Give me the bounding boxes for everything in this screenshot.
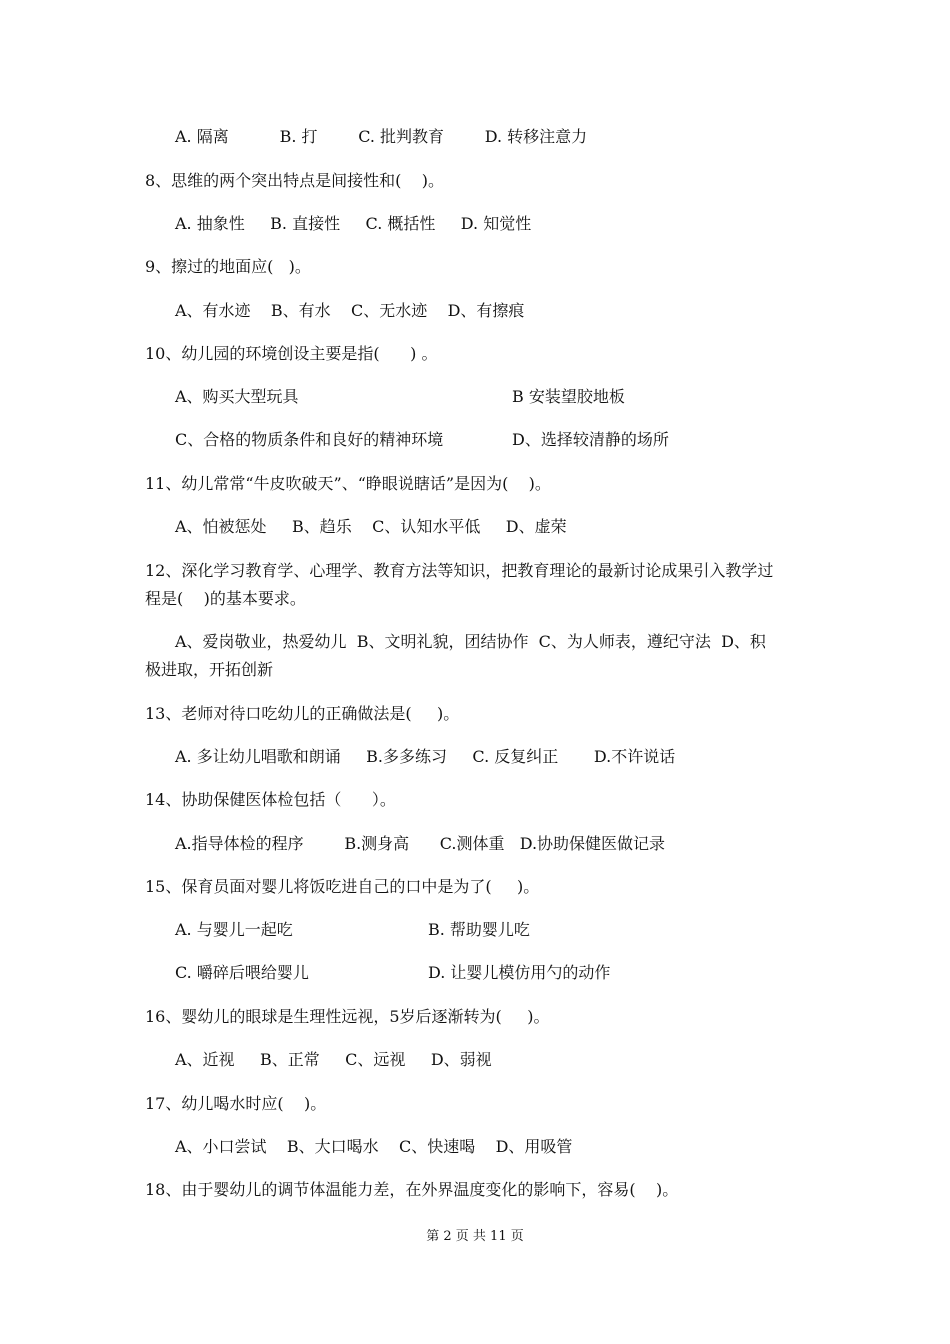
q15-option-b: B. 帮助婴儿吃	[428, 920, 530, 939]
question-9: 9、擦过的地面应( )。	[145, 257, 311, 276]
q14-options: A.指导体检的程序 B.测身高 C.测体重 D.协助保健医做记录	[175, 834, 666, 853]
q13-options: A. 多让幼儿唱歌和朗诵 B.多多练习 C. 反复纠正 D.不许说话	[175, 747, 676, 766]
q11-options: A、怕被惩处 B、趋乐 C、认知水平低 D、虚荣	[175, 517, 567, 536]
q10-option-a: A、购买大型玩具	[175, 387, 299, 406]
q12-options-line-1: A、爱岗敬业，热爱幼儿 B、文明礼貌，团结协作 C、为人师表，遵纪守法 D、积	[175, 632, 766, 651]
question-10: 10、幼儿园的环境创设主要是指( ) 。	[145, 344, 438, 363]
question-17: 17、幼儿喝水时应( )。	[145, 1094, 327, 1113]
question-12-line-2: 程是( )的基本要求。	[145, 589, 306, 608]
q16-options: A、近视 B、正常 C、远视 D、弱视	[175, 1050, 492, 1069]
question-13: 13、老师对待口吃幼儿的正确做法是( )。	[145, 704, 460, 723]
question-8: 8、思维的两个突出特点是间接性和( )。	[145, 171, 445, 190]
question-14: 14、协助保健医体检包括（ ）。	[145, 790, 396, 809]
page-footer: 第 2 页 共 11 页	[426, 1229, 524, 1244]
question-15: 15、保育员面对婴儿将饭吃进自己的口中是为了( )。	[145, 877, 540, 896]
q8-options: A. 抽象性 B. 直接性 C. 概括性 D. 知觉性	[175, 214, 532, 233]
q17-options: A、小口尝试 B、大口喝水 C、快速喝 D、用吸管	[175, 1137, 573, 1156]
question-16: 16、婴幼儿的眼球是生理性远视，5岁后逐渐转为( )。	[145, 1007, 550, 1026]
q12-options-line-2: 极进取，开拓创新	[145, 660, 274, 679]
q15-option-d: D. 让婴儿模仿用勺的动作	[428, 963, 611, 982]
question-12-line-1: 12、深化学习教育学、心理学、教育方法等知识，把教育理论的最新讨论成果引入教学过	[145, 561, 774, 580]
q10-option-b: B 安装望胶地板	[512, 387, 625, 406]
q10-option-d: D、选择较清静的场所	[512, 430, 669, 449]
question-18: 18、由于婴幼儿的调节体温能力差，在外界温度变化的影响下，容易( )。	[145, 1180, 679, 1199]
q10-option-c: C、合格的物质条件和良好的精神环境	[175, 430, 444, 449]
q15-option-a: A. 与婴儿一起吃	[175, 920, 293, 939]
q15-option-c: C. 嚼碎后喂给婴儿	[175, 963, 309, 982]
question-11: 11、幼儿常常“牛皮吹破天”、“睁眼说瞎话”是因为( )。	[145, 474, 551, 493]
q9-options: A、有水迹 B、有水 C、无水迹 D、有擦痕	[175, 301, 525, 320]
q7-options: A. 隔离 B. 打 C. 批判教育 D. 转移注意力	[175, 127, 588, 146]
